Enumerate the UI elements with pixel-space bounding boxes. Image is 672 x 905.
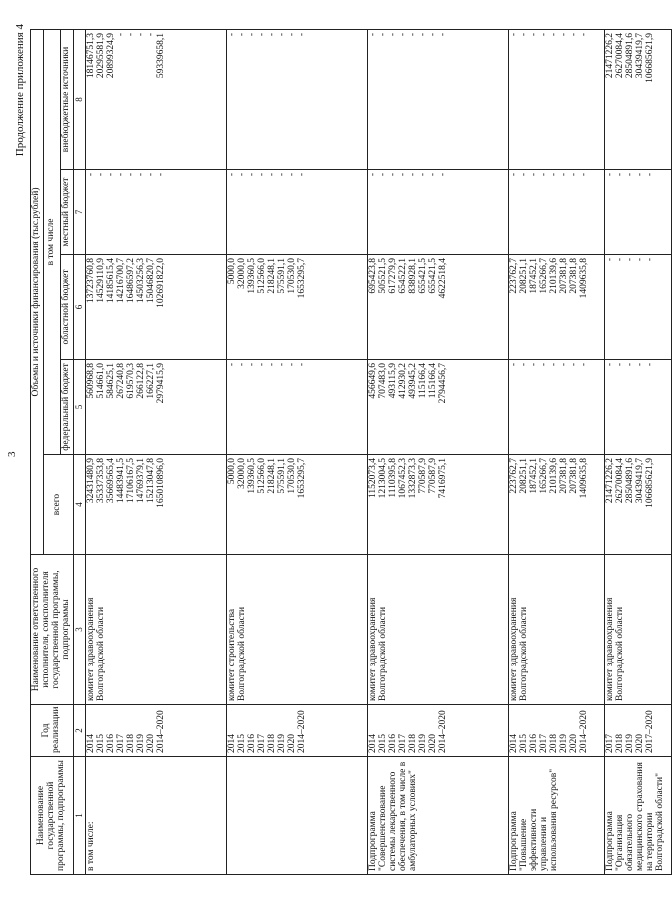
table-row (605, 29, 672, 874)
extrabudget-cell: 21471226,2 26270084,4 28504891,6 30439419,7 106685621,9 (605, 29, 672, 169)
header-regional: областной бюджет (60, 255, 73, 360)
total-cell: 1152073,4 1213004,5 1110395,8 1067452,3 1332873,3 770587,9 770587,9 7416975,1 (368, 455, 509, 555)
years-cell: 2017 2018 2019 2020 2017–2020 (605, 705, 672, 757)
regional-cell: 13723760,8 14529110,9 14185615,4 14216700,7 16486597,2 14503256,3 15046820,7 102691822,0 (86, 255, 227, 360)
regional-cell: 5000,0 32000,0 139360,5 512566,0 218248,1 575591,1 170530,0 1653295,7 (227, 255, 368, 360)
regional-cell: 695423,8 505521,5 617279,9 654522,1 838928,1 655421,5 655421,5 4622518,4 (368, 255, 509, 360)
local-cell: - - - - - - - - (368, 170, 509, 255)
table-row (509, 29, 605, 874)
header-extrabudget: внебюджетные источники (60, 29, 73, 169)
regional-cell: - - - - - (605, 255, 672, 360)
extrabudget-cell: - - - - - - - - (227, 29, 368, 169)
page-number: 3 (6, 451, 18, 457)
local-cell: - - - - - - - - (227, 170, 368, 255)
total-cell: 21471226,2 26270084,4 28504891,6 30439419,7 106685621,9 (605, 455, 672, 555)
total-cell: 223762,7 208251,1 187452,1 165266,7 210139,6 207381,8 207381,8 1409635,8 (509, 455, 605, 555)
federal-cell: 560968,8 514661,0 584625,1 267240,8 619570,3 266122,8 166227,1 2979415,9 (86, 360, 227, 455)
financing-table (30, 29, 672, 875)
appendix-label: Продолжение приложения 4 (14, 24, 26, 157)
extrabudget-cell: - - - - - - - - (368, 29, 509, 169)
years-cell: 2014 2015 2016 2017 2018 2019 2020 2014–2020 (509, 705, 605, 757)
column-number: 2 (73, 705, 85, 757)
column-number: 5 (73, 360, 85, 455)
executor-cell: комитет здравоохранения Волгоградской области (509, 555, 605, 705)
total-cell: 5000,0 32000,0 139360,5 512566,0 218248,1 575591,1 170530,0 1653295,7 (227, 455, 368, 555)
header-executor: Наименование ответственного исполнителя, соисполнителя государственной программы, подпрограммы (31, 555, 74, 705)
years-cell: 2014 2015 2016 2017 2018 2019 2020 2014–2020 (86, 705, 227, 757)
local-cell: - - - - - (605, 170, 672, 255)
column-number: 7 (73, 170, 85, 255)
column-number: 3 (73, 555, 85, 705)
executor-cell: комитет здравоохранения Волгоградской области (368, 555, 509, 705)
executor-cell: комитет здравоохранения Волгоградской области (605, 555, 672, 705)
header-federal: федеральный бюджет (60, 360, 73, 455)
program-name: в том числе: (86, 757, 227, 875)
table-row (86, 29, 227, 874)
header-including: в том числе (43, 29, 60, 454)
extrabudget-cell: 18146751,3 20295581,9 20899324,9 - - - - 59339658,1 (86, 29, 227, 169)
local-cell: - - - - - - - - (86, 170, 227, 255)
years-cell: 2014 2015 2016 2017 2018 2019 2020 2014–2020 (368, 705, 509, 757)
column-number: 8 (73, 29, 85, 169)
program-name: Подпрограмма "Совершенствование системы лекарственного обеспечения, в том числе в амбулаторных условиях" (368, 757, 509, 875)
executor-cell: комитет здравоохранения Волгоградской области (86, 555, 227, 705)
total-cell: 32431480,9 35337353,8 35669565,4 14483941,5 17106167,5 14769379,1 15213047,8 165010896,0 (86, 455, 227, 555)
program-name (227, 757, 368, 875)
federal-cell: - - - - - - - - (509, 360, 605, 455)
local-cell: - - - - - - - - (509, 170, 605, 255)
regional-cell: 223762,7 208251,1 187452,1 165266,7 210139,6 207381,8 207381,8 1409635,8 (509, 255, 605, 360)
table-row (227, 29, 368, 874)
years-cell: 2014 2015 2016 2017 2018 2019 2020 2014–2020 (227, 705, 368, 757)
header-name: Наименование государственной программы, подпрограммы (31, 757, 74, 875)
header-volumes: Объемы и источники финансирования (тыс.рублей) (31, 29, 44, 554)
federal-cell: 456649,6 707483,0 493115,9 412930,2 493945,2 115166,4 115166,4 2794456,7 (368, 360, 509, 455)
header-year: Год реализации (31, 705, 74, 757)
header-local: местный бюджет (60, 170, 73, 255)
header-total: всего (43, 455, 73, 555)
program-name: Подпрограмма "Повышение эффективности управления и использования ресурсов" (509, 757, 605, 875)
table-row (368, 29, 509, 874)
column-number: 4 (73, 455, 85, 555)
federal-cell: - - - - - (605, 360, 672, 455)
executor-cell: комитет строительства Волгоградской области (227, 555, 368, 705)
extrabudget-cell: - - - - - - - - (509, 29, 605, 169)
column-number: 6 (73, 255, 85, 360)
column-number: 1 (73, 757, 85, 875)
federal-cell: - - - - - - - - (227, 360, 368, 455)
program-name: Подпрограмма "Организация обязательного медицинского страхования на территории Волгоградской области" (605, 757, 672, 875)
